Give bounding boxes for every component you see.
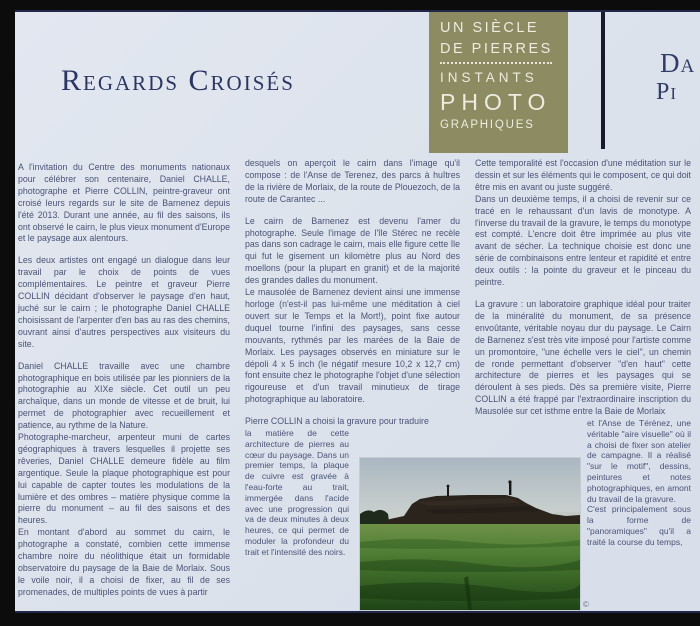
- wrapped-text-right: [587, 418, 691, 548]
- panel-title: Regards Croisés: [61, 64, 295, 97]
- paragraph-points-de-vue: desquels on aperçoit le cairn dans l'image qu'il compose : de l'Anse de Terenez, des parcs à huîtres de la rivière de Morlaix, de la route de Plouezoch, de la route de Carantec ...: [245, 158, 460, 204]
- logo-line-un-siecle: UN SIÈCLE: [440, 20, 540, 36]
- interpretive-panel: [15, 10, 700, 613]
- paragraph-marcheur: Photographe-marcheur, arpenteur muni de cartes géographiques à travers lesquelles il projette ses rêveries, Daniel CHALLE demeure fidèle au film argentique. Seule la plaque photographique est pour lui capable de capter toutes les modulations de la lumière et des ombres – matière physique comme la pierre du monument – au fil des saisons et des heures.: [18, 432, 230, 526]
- paragraph-intro: A l'invitation du Centre des monuments nationaux pour célébrer son centenaire, Daniel CHALLE, photographe et Pierre COLLIN, peintre-graveur ont croisé leurs regards sur le site de Barnenez depuis l'été 2013. Durant une année, au fil des saisons, ils ont observé le cairn, le plus vieux monument d'Europe et le paysage aux alentours.: [18, 162, 230, 244]
- paragraph-gravure-intro: Pierre COLLIN a choisi la gravure pour traduire: [245, 416, 429, 427]
- logo-dotted-divider-icon: [440, 62, 552, 64]
- paragraph-gravure-wrap: la matière de cette architecture de pierres au cœur du paysage. Dans un premier temps, la plaque de cuivre est gravée à l'eau-forte au trait, immergée dans l'acide avec une progression qui va de deux minutes à deux heures, ce qui permet de moduler la profondeur du trait et l'intensité des noirs.: [245, 428, 349, 557]
- paragraph-atelier: et l'Anse de Térènez, une véritable "aire visuelle" où il a choisi de fixer son atelier de campagne. Il a réalisé "sur le motif", dessins, peintures et notes photographiques, en amont du travail de la gravure.: [587, 418, 691, 504]
- cairn-photo: [360, 458, 580, 610]
- logo-line-graphiques: GRAPHIQUES: [440, 118, 535, 131]
- exhibition-logo: [429, 12, 568, 153]
- logo-line-photo: PHOTO: [440, 88, 552, 115]
- paragraph-monotype: Dans un deuxième temps, il a choisi de revenir sur ce tracé en le rehaussant d'un lavis de monotype. A l'inverse du travail de la gravure, le temps du monotype est compté. L'encre doit être imprimée au plus vite avant de sécher. La technique choisie est donc une série de combinaisons entre lenteur et rapidité et entre deux outils : la pointe du graveur et le pinceau du peintre.: [475, 193, 691, 288]
- paragraph-amer: Le cairn de Barnenez est devenu l'amer du photographe. Seule l'image de l'île Stérec ne recèle pas dans son cadrage le cairn, mais elle figure cette île qui fut le gisement un kilomètre plus au Nord des moellons (pour la plupart en granit) et de la majorité des grandes dalles du monument.: [245, 215, 460, 286]
- paragraph-chambre: Daniel CHALLE travaille avec une chambre photographique en bois utilisée par les pionniers de la photographie au XIXe siècle. Cet outil un peu archaïque, dans un monde de vitesse et de bruit, lui permet de photographier avec recueillement et patience, au rythme de la Nature.: [18, 360, 230, 431]
- cairn-landscape-illustration: [360, 458, 580, 610]
- paragraph-panoramiques: C'est principalement sous la forme de "panoramiques" qu'il a traité la course du temps,: [587, 504, 691, 547]
- adjacent-panel-title-line1: Da: [660, 48, 696, 78]
- paragraph-laboratoire: La gravure : un laboratoire graphique idéal pour traiter de la minéralité du monument, de sa présence envoûtante, véritable noyau dur du paysage. Le Cairn de Barnenez s'est très vite imposé pour l'artiste comme un promontoire, "une échelle vers le ciel", un chemin de ronde permettant d'observer "d'en haut" cette architecture de pierres et les paysages qui se déroulent à ses pieds. Dès sa première visite, Pierre COLLIN a été frappé par l'extraordinaire inscription du Mausolée sur cet isthme entre la Baie de Morlaix: [475, 298, 691, 417]
- paragraph-dialogue: Les deux artistes ont engagé un dialogue dans leur travail par le choix de points de vues complémentaires. Le peintre et graveur Pierre COLLIN décidant d'observer le paysage d'en haut, juché sur le cairn ; le photographe Daniel CHALLE choisissant de l'arpenter d'en bas au ras des chemins, ouvrant ainsi d'autres perspectives aux visiteurs du site.: [18, 255, 230, 349]
- paragraph-temporalite: Cette temporalité est l'occasion d'une méditation sur le dessin et sur les éléments qui le composent, ce qui doit être mis en avant ou juste suggéré.: [475, 158, 691, 192]
- panel-edge-separator: [601, 12, 605, 149]
- logo-line-instants: INSTANTS: [440, 70, 538, 85]
- photo-credit: ©: [583, 600, 589, 609]
- adjacent-panel-title-line2: Pi: [656, 79, 678, 105]
- paragraph-sommet: En montant d'abord au sommet du cairn, le photographe a constaté, combien cette immense chambre noire du néolithique était un formidable observatoire du paysage de la Baie de Morlaix. Sous le voile noir, il a choisi de fixer, au fil de ses promenades, de multiples points de vues à partir: [18, 527, 230, 597]
- logo-line-de-pierres: DE PIERRES: [440, 40, 553, 57]
- text-column-1: [18, 162, 230, 599]
- paragraph-horloge: Le mausolée de Barnenez devient ainsi une immense horloge (n'est-il pas lui-même une méditation à ciel ouvert sur le Temps et la Mort!), point fixe autour duquel tourne l'infini des paysages, sans cesse mouvants, rythmés par les marées de la Baie de Morlaix. Les paysages observés en miniature sur le dépoli 4 x 5 inch (le négatif mesure 10,2 x 12,7 cm) font ensuite chez le photographe l'objet d'une sélection rigoureuse et d'un travail minutieux de tirage photographique au laboratoire.: [245, 287, 460, 405]
